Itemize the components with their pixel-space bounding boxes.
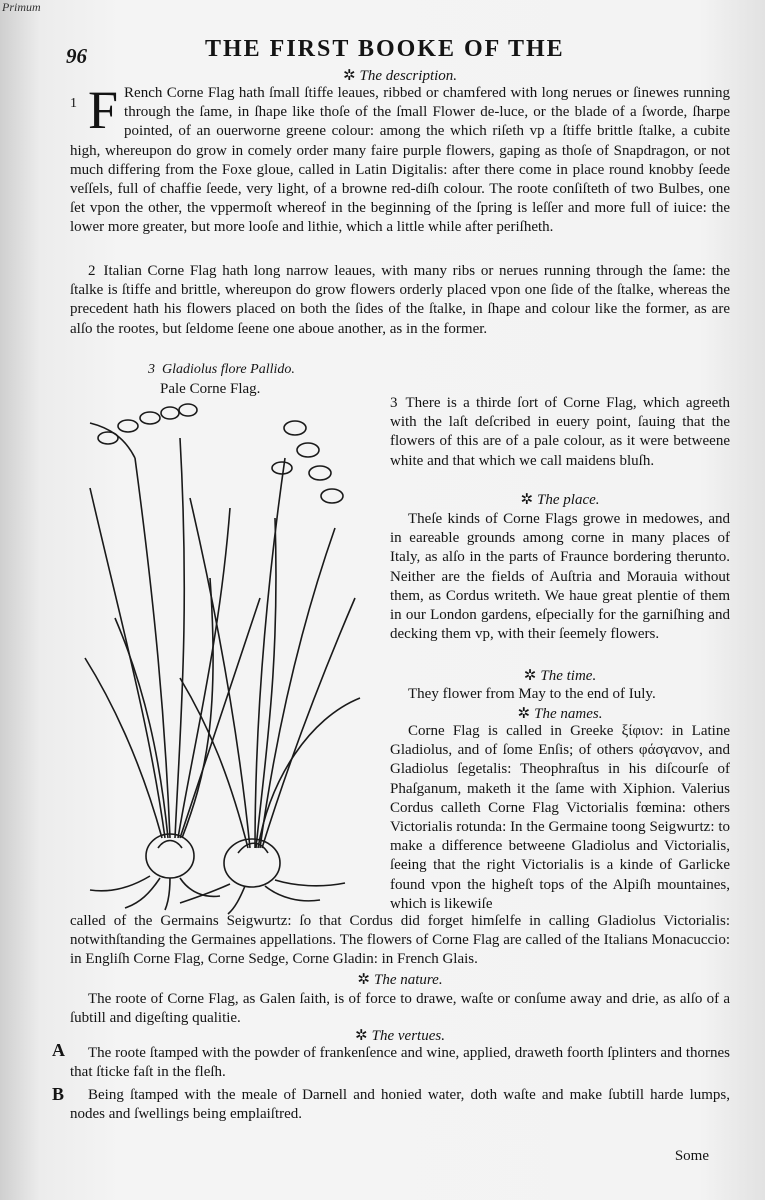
drop-cap: F xyxy=(88,80,119,140)
time-text: They flower from May to the end of Iuly. xyxy=(408,686,656,702)
corner-annotation: Primum xyxy=(2,0,41,14)
woodcut-illustration xyxy=(70,398,370,918)
vertues-heading: ✲ The vertues. xyxy=(355,1028,445,1044)
vertue-a-text: The roote ſtamped with the powder of frankenſence and wine, applied, draweth foorth ſplinters and thornes that ſticke faſt in the fleſh. xyxy=(70,1045,730,1081)
description-heading: ✲ The description. xyxy=(342,68,458,84)
item-2-text: Italian Corne Flag hath long narrow leaues, with many ribs or nerues running through the ſame: the ſtalke is ſtiffe and brittle, whereupon do grow flowers orderly placed vpon one ſide of the ſtalke, whereas the precedent hath his flowers placed on both the ſides of the ſtalke, in ſhape and colour like the former, as are alſo the rootes, but ſeldome ſeene one aboue another, as in the former. xyxy=(70,263,730,337)
place-text: Theſe kinds of Corne Flags growe in medowes, and in eareable grounds among corne in many places of Italy, as alſo in the parts of Fraunce bordering therunto. Neither are the fields of Auſtria and Morauia without them, as Cordus writeth. We haue great plentie of them in our London gardens, eſpecially for the garniſhing and decking them vp, with their ſeemely flowers. xyxy=(390,511,730,643)
names-text: Corne Flag is called in Greeke ξίφιον: in Latine Gladiolus, and of ſome Enſis; of others φάσγανον, and Gladiolus ſegetalis: Theophraſtus in his diſcourſe of Phaſganum, maketh it the ſame with Xiphion. Valerius Cordus calleth Corne Flag Victorialis fœmina: others Victorialis rotunda: In the Germaine toong Seigwurtz: to make a difference betweene Gladiolus and Victorialis, ſeeing that the right Victorialis is a kinde of Garlicke found vpon the higheſt tops of the Alpiſh mountaines, which is likewiſe xyxy=(390,723,730,912)
fleuron-icon: ✲ xyxy=(357,972,370,988)
margin-letter-b: B xyxy=(52,1084,65,1104)
catchword: Some xyxy=(674,1148,709,1164)
names-continuation: called of the Germains Seigwurtz: ſo that Cordus did forget himſelfe in calling Gladiolus Victorialis: notwithſtanding the Germaines appellations. The flowers of Corne Flag are called of the Italians Monacuccio: in Engliſh Corne Flag, Corne Sedge, Corne Gladin: in French Glais. xyxy=(70,913,730,968)
nature-text: The roote of Corne Flag, as Galen ſaith, is of force to drawe, waſte or conſume away and drie, as alſo of a ſubtill and digeſting qualitie. xyxy=(70,991,730,1027)
description-item-1 xyxy=(70,80,730,238)
time-heading: ✲ The time. xyxy=(523,668,597,684)
figure-caption-latin: 3 Gladiolus flore Pallido. xyxy=(148,362,295,377)
description-item-2: 2 Italian Corne Flag hath long narrow leaues, with many ribs or nerues running through the ſame: the ſtalke is ſtiffe and brittle, whereupon do grow flowers orderly placed vpon one ſide of the ſtalke, whereas the precedent hath his flowers placed on both the ſides of the ſtalke, in ſhape and colour like the former, as are alſo the rootes, but ſeldome ſeene one aboue another, as in the former. xyxy=(70,263,730,337)
fleuron-icon: ✲ xyxy=(520,492,534,508)
item-3-text: There is a thirde ſort of Corne Flag, which agreeth with the laſt deſcribed in euery point, ſauing that the flowers of this are of a pale colour, as it were betweene white and that which we call maidens bluſh. xyxy=(390,395,730,469)
fleuron-icon: ✲ xyxy=(523,668,537,684)
fleuron-icon: ✲ xyxy=(517,706,531,722)
item-1-number: 1 xyxy=(70,96,77,111)
vertue-b-text: Being ſtamped with the meale of Darnell and honied water, doth waſte and make ſubtill harde lumps, nodes and ſwellings being emplaiſtred. xyxy=(70,1087,730,1123)
running-head: THE FIRST BOOKE OF THE xyxy=(205,36,565,62)
fleuron-icon: ✲ xyxy=(355,1028,368,1044)
margin-letter-a: A xyxy=(52,1040,65,1060)
fleuron-icon: ✲ xyxy=(342,68,356,84)
item-1-text: Rench Corne Flag hath ſmall ſtiffe leaues, ribbed or chamfered with long nerues or ſinewes running through the ſame, in ſhape like thoſe of the ſmall Flower de-luce, or the blade of a ſworde, ſharpe pointed, of an ouerworne greene colour: among the which riſeth vp a ſtiffe brittle ſtalke, a cubite high, whereupon do grow in comely order many faire purple flowers, gaping as thoſe of Snapdragon, or not much differing from the Foxe gloue, called in Latin Digitalis: after there come in place round knobby ſeede veſſels, full of chaffie ſeede, very light, of a browne red-diſh colour. The roote conſiſteth of two Bulbes, one ſet vpon the other, the vppermoſt whereof in the beginning of the ſpring is leſſer and more full of iuice: the lower more greater, but more looſe and lithie, which a little while after periſheth. xyxy=(70,85,730,236)
names-heading: ✲ The names. xyxy=(517,706,603,722)
figure-caption-english: Pale Corne Flag. xyxy=(160,381,261,397)
place-heading: ✲ The place. xyxy=(520,492,600,508)
page-number: 96 xyxy=(66,44,87,68)
nature-heading: ✲ The nature. xyxy=(357,972,443,988)
description-item-3: 3 There is a thirde ſort of Corne Flag, which agreeth with the laſt deſcribed in euery point, ſauing that the flowers of this are of a pale colour, as it were betweene white and that which we call maidens bluſh. xyxy=(390,395,730,469)
